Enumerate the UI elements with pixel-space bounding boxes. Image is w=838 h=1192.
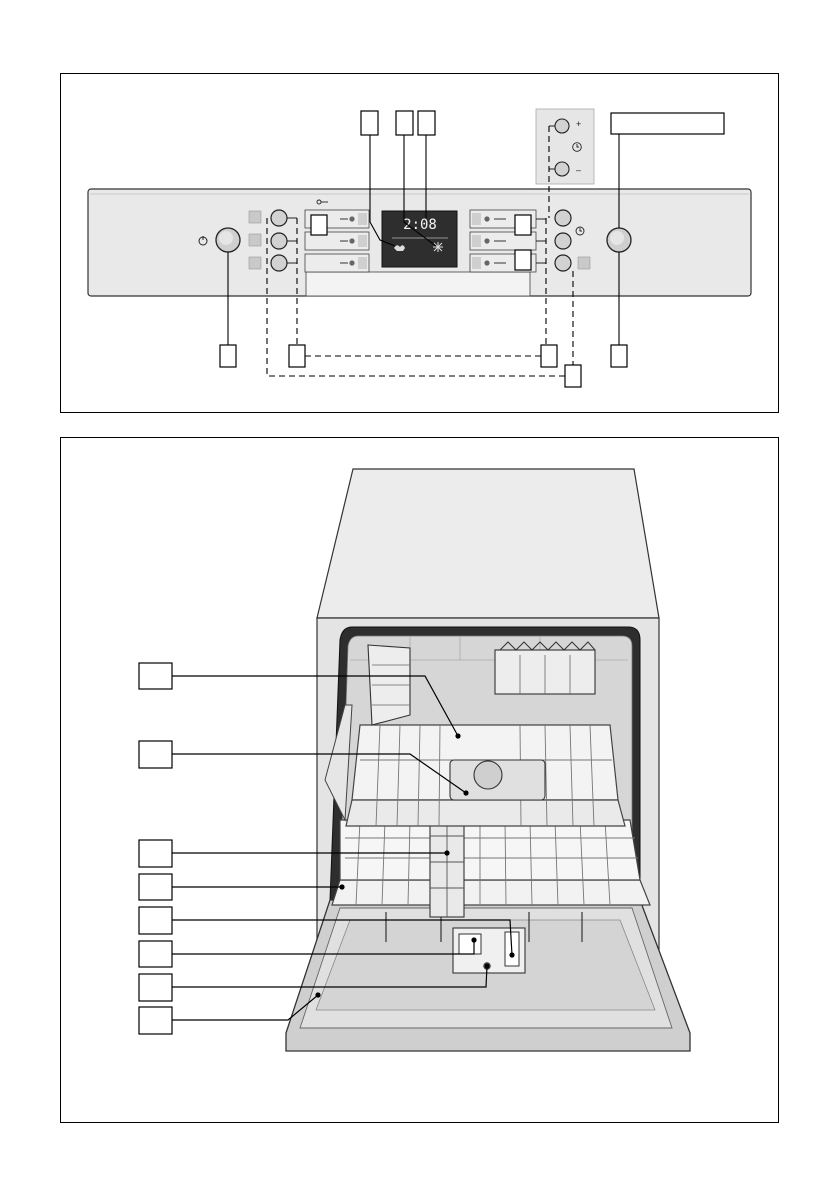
cup-shelf	[368, 645, 410, 725]
detergent-compartment	[459, 934, 481, 954]
lower-basket	[332, 820, 650, 905]
dishwasher-top	[317, 469, 659, 618]
cutlery-drawer	[495, 642, 595, 694]
display-time: 2:08	[403, 217, 437, 233]
callout-box-d	[139, 874, 172, 900]
callout-box-g	[139, 974, 172, 1001]
callout-box-b	[139, 741, 172, 768]
callout-box-c	[139, 840, 172, 867]
spray-arm-hub	[474, 761, 502, 789]
timer-plus-label: +	[576, 119, 582, 129]
callout-box-a	[139, 663, 172, 689]
callout-box-h	[139, 1007, 172, 1034]
timer-minus-label: –	[576, 165, 582, 175]
cutlery-basket	[430, 812, 464, 917]
callout-box-f	[139, 941, 172, 967]
callout-box-e	[139, 907, 172, 934]
